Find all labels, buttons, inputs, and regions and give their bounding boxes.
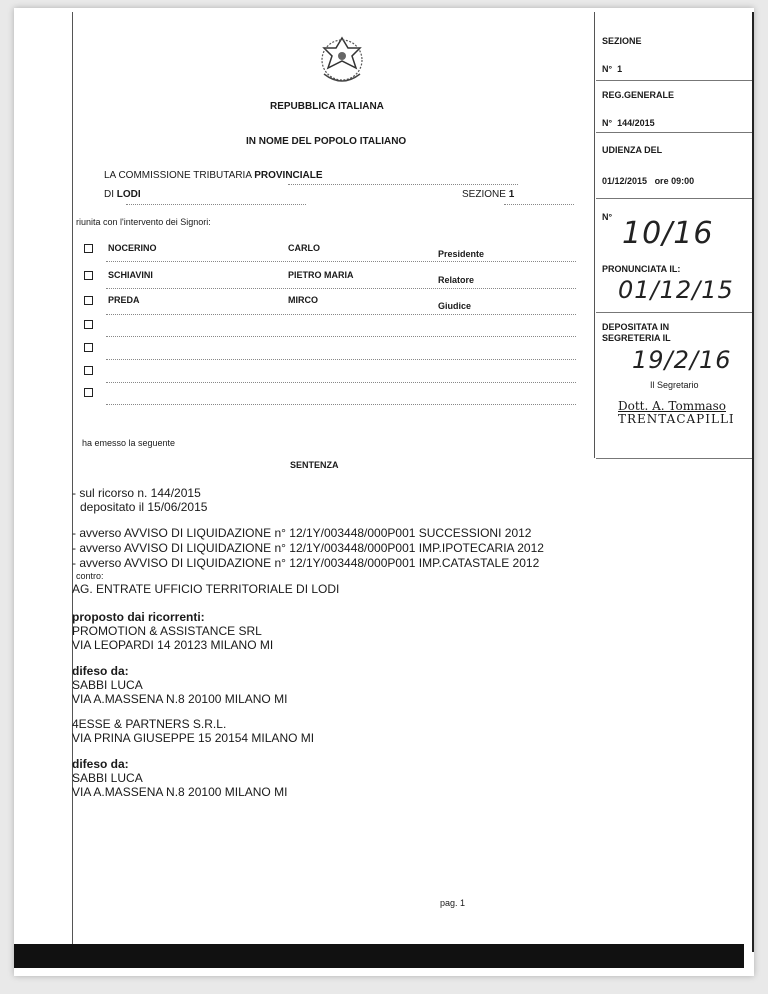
left-margin-line: [72, 12, 73, 948]
commission-section: SEZIONE 1: [462, 189, 515, 200]
panel-role: Relatore: [438, 275, 475, 285]
defended-label: difeso da:: [72, 757, 129, 771]
lawyer-address: VIA A.MASSENA N.8 20100 MILANO MI: [72, 692, 288, 706]
checkbox-5: [84, 343, 93, 352]
side-hearing-label: UDIENZA DEL: [602, 145, 663, 155]
lawyer-name: SABBI LUCA: [72, 678, 143, 692]
side-section-label: SEZIONE: [602, 36, 642, 46]
scan-bottom-bar: [14, 944, 744, 968]
proposed-label: proposto dai ricorrenti:: [72, 610, 205, 624]
checkbox-2: [84, 271, 93, 280]
side-reg-no: N° 144/2015: [602, 118, 655, 128]
side-pronounced-date: 01/12/15: [618, 276, 734, 304]
checkbox-7: [84, 388, 93, 397]
contro-label: contro:: [76, 571, 104, 581]
applicant-address: VIA PRINA GIUSEPPE 15 20154 MILANO MI: [72, 731, 315, 745]
side-deposited-date: 19/2/16: [632, 346, 732, 374]
against-line: - avverso AVVISO DI LIQUIDAZIONE n° 12/1Y/003448/000P001 SUCCESSIONI 2012: [72, 526, 532, 540]
against-line: - avverso AVVISO DI LIQUIDAZIONE n° 12/1Y/003448/000P001 IMP.CATASTALE 2012: [72, 556, 540, 570]
side-handwritten-number: 10/16: [622, 216, 714, 251]
right-edge-line: [752, 12, 754, 952]
checkbox-3: [84, 296, 93, 305]
republic-emblem-icon: [318, 36, 366, 88]
appeal-filed: depositato il 15/06/2015: [80, 500, 208, 514]
gathered-label: riunita con l'intervento dei Signori:: [76, 217, 211, 227]
lawyer-name: SABBI LUCA: [72, 771, 143, 785]
panel-name: PIETRO MARIA: [288, 270, 354, 280]
side-pronounced-label: PRONUNCIATA IL:: [602, 264, 681, 274]
applicant-name: 4ESSE & PARTNERS S.R.L.: [72, 717, 227, 731]
issued-label: ha emesso la seguente: [82, 438, 176, 448]
side-secretary-label: Il Segretario: [650, 380, 699, 390]
secretary-stamp: Dott. A. Tommaso TRENTACAPILLI: [618, 399, 735, 426]
header-people: IN NOME DEL POPOLO ITALIANO: [246, 136, 407, 147]
lawyer-address: VIA A.MASSENA N.8 20100 MILANO MI: [72, 785, 288, 799]
panel-name: CARLO: [288, 243, 320, 253]
against-line: - avverso AVVISO DI LIQUIDAZIONE n° 12/1Y/003448/000P001 IMP.IPOTECARIA 2012: [72, 541, 544, 555]
header-republic: REPUBBLICA ITALIANA: [270, 101, 384, 112]
applicant-address: VIA LEOPARDI 14 20123 MILANO MI: [72, 638, 274, 652]
right-column-divider: [594, 12, 595, 458]
side-deposited-label-2: SEGRETERIA IL: [602, 333, 671, 343]
respondent: AG. ENTRATE UFFICIO TERRITORIALE DI LODI: [72, 582, 340, 596]
panel-role: Giudice: [438, 301, 472, 311]
checkbox-4: [84, 320, 93, 329]
panel-role: Presidente: [438, 249, 485, 259]
side-section-no: N° 1: [602, 64, 623, 74]
checkbox-6: [84, 366, 93, 375]
side-hearing-date: 01/12/2015 ore 09:00: [602, 176, 695, 186]
applicant-name: PROMOTION & ASSISTANCE SRL: [72, 624, 262, 638]
side-reg-label: REG.GENERALE: [602, 90, 675, 100]
panel-surname: NOCERINO: [108, 243, 157, 253]
commission-city: DI LODI: [104, 189, 141, 200]
checkbox-1: [84, 244, 93, 253]
side-deposited-label-1: DEPOSITATA IN: [602, 322, 670, 332]
page-number: pag. 1: [440, 898, 466, 908]
panel-surname: PREDA: [108, 295, 140, 305]
panel-surname: SCHIAVINI: [108, 270, 153, 280]
document-page: [14, 8, 754, 976]
defended-label: difeso da:: [72, 664, 129, 678]
commission-label: LA COMMISSIONE TRIBUTARIA PROVINCIALE: [104, 170, 323, 181]
appeal-number: - sul ricorso n. 144/2015: [72, 486, 201, 500]
sentence-title: SENTENZA: [290, 460, 339, 470]
panel-name: MIRCO: [288, 295, 318, 305]
side-number-label: N°: [602, 212, 613, 222]
